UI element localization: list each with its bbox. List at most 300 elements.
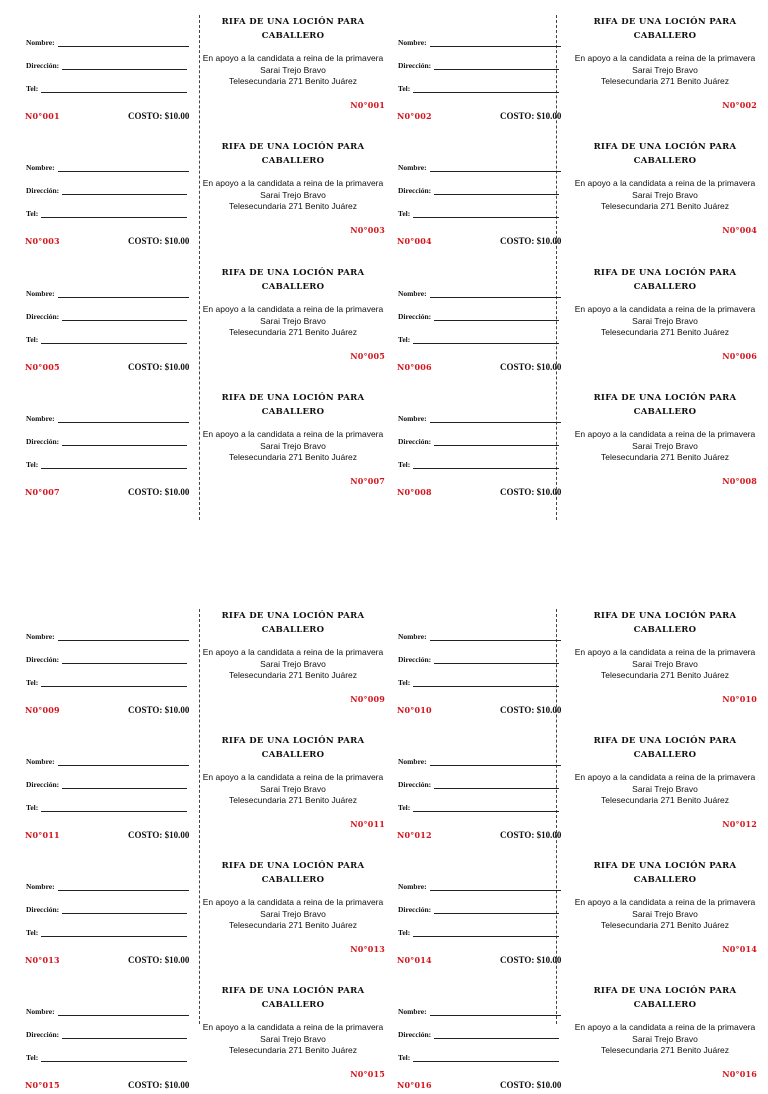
ticket-stub [372, 376, 567, 501]
school-name: Telesecundaria 271 Benito Juárez [228, 1045, 358, 1055]
raffle-ticket [0, 376, 384, 501]
raffle-description [573, 304, 757, 339]
support-text: En apoyo a la candidata a reina de la primavera [574, 1022, 756, 1032]
ticket-number-copy: N0°005 [350, 351, 385, 361]
raffle-title: RIFA DE UNA LOCIÓN PARA CABALLERO [593, 986, 737, 1010]
ticket-number: N0°012 [397, 830, 432, 840]
raffle-ticket [372, 969, 756, 1094]
candidate-name: Sarai Trejo Bravo [632, 908, 698, 919]
field-label: Nombre: [398, 1007, 427, 1016]
write-in-line[interactable] [413, 1061, 559, 1062]
ticket-cost: COSTO: $10.00 [128, 236, 190, 246]
raffle-description [573, 897, 757, 932]
ticket-cost: COSTO: $10.00 [128, 955, 190, 965]
phone-field[interactable] [398, 335, 410, 344]
address-field[interactable] [26, 1030, 59, 1039]
field-label: Dirección: [398, 437, 432, 446]
ticket-number: N0°007 [25, 487, 60, 497]
phone-field[interactable] [26, 1053, 38, 1062]
write-in-line[interactable] [58, 640, 189, 641]
write-in-line[interactable] [434, 194, 559, 195]
ticket-stub [0, 594, 195, 719]
ticket-number-copy: N0°002 [722, 100, 757, 110]
support-text: En apoyo a la candidata a reina de la primavera [202, 53, 384, 63]
ticket-body [573, 594, 757, 719]
raffle-ticket [0, 969, 384, 1094]
field-label: Dirección: [26, 1030, 60, 1039]
write-in-line[interactable] [62, 1038, 187, 1039]
ticket-number: N0°014 [397, 955, 432, 965]
phone-field[interactable] [26, 928, 38, 937]
name-field[interactable] [26, 289, 55, 298]
write-in-line[interactable] [434, 69, 559, 70]
phone-field[interactable] [398, 460, 410, 469]
ticket-number: N0°002 [397, 111, 432, 121]
ticket-number: N0°010 [397, 705, 432, 715]
candidate-name: Sarai Trejo Bravo [260, 783, 326, 794]
ticket-cost: COSTO: $10.00 [128, 487, 190, 497]
phone-field[interactable] [398, 678, 410, 687]
field-label: Tel: [398, 84, 411, 93]
ticket-cost: COSTO: $10.00 [500, 236, 562, 246]
candidate-name: Sarai Trejo Bravo [260, 1033, 326, 1044]
write-in-line[interactable] [413, 936, 559, 937]
write-in-line[interactable] [41, 1061, 187, 1062]
write-in-line[interactable] [62, 788, 187, 789]
address-field[interactable] [26, 61, 59, 70]
ticket-stub [0, 376, 195, 501]
ticket-body [201, 719, 385, 844]
school-name: Telesecundaria 271 Benito Juárez [228, 327, 358, 337]
ticket-number: N0°003 [25, 236, 60, 246]
field-label: Nombre: [398, 163, 427, 172]
phone-field[interactable] [26, 803, 38, 812]
ticket-stub [372, 719, 567, 844]
ticket-cost: COSTO: $10.00 [500, 111, 562, 121]
write-in-line[interactable] [62, 320, 187, 321]
write-in-line[interactable] [430, 640, 561, 641]
phone-field[interactable] [398, 1053, 410, 1062]
ticket-cost: COSTO: $10.00 [128, 830, 190, 840]
name-field[interactable] [398, 882, 427, 891]
raffle-title: RIFA DE UNA LOCIÓN PARA CABALLERO [221, 986, 365, 1010]
ticket-stub [372, 125, 567, 250]
raffle-ticket [372, 594, 756, 719]
phone-field[interactable] [398, 928, 410, 937]
support-text: En apoyo a la candidata a reina de la primavera [202, 1022, 384, 1032]
field-label: Tel: [26, 209, 39, 218]
name-field[interactable] [26, 1007, 55, 1016]
school-name: Telesecundaria 271 Benito Juárez [228, 670, 358, 680]
write-in-line[interactable] [41, 468, 187, 469]
write-in-line[interactable] [413, 217, 559, 218]
field-label: Nombre: [26, 38, 55, 47]
field-label: Tel: [26, 84, 39, 93]
ticket-number: N0°011 [25, 830, 60, 840]
raffle-ticket [372, 376, 756, 501]
ticket-number: N0°004 [397, 236, 432, 246]
write-in-line[interactable] [434, 913, 559, 914]
write-in-line[interactable] [58, 171, 189, 172]
raffle-ticket [372, 719, 756, 844]
field-label: Nombre: [398, 38, 427, 47]
candidate-name: Sarai Trejo Bravo [632, 64, 698, 75]
raffle-title: RIFA DE UNA LOCIÓN PARA CABALLERO [221, 393, 365, 417]
field-label: Dirección: [398, 780, 432, 789]
field-label: Nombre: [26, 414, 55, 423]
raffle-ticket [0, 719, 384, 844]
school-name: Telesecundaria 271 Benito Juárez [600, 920, 730, 930]
ticket-number-copy: N0°010 [722, 694, 757, 704]
ticket-number-copy: N0°011 [350, 819, 385, 829]
raffle-description [201, 897, 385, 932]
ticket-number-copy: N0°013 [350, 944, 385, 954]
write-in-line[interactable] [58, 422, 189, 423]
address-field[interactable] [398, 905, 431, 914]
field-label: Tel: [398, 1053, 411, 1062]
school-name: Telesecundaria 271 Benito Juárez [228, 76, 358, 86]
ticket-body [201, 969, 385, 1094]
candidate-name: Sarai Trejo Bravo [632, 1033, 698, 1044]
support-text: En apoyo a la candidata a reina de la primavera [202, 897, 384, 907]
raffle-title: RIFA DE UNA LOCIÓN PARA CABALLERO [221, 268, 365, 292]
field-label: Dirección: [398, 312, 432, 321]
phone-field[interactable] [26, 209, 38, 218]
ticket-stub [372, 251, 567, 376]
ticket-body [201, 376, 385, 501]
address-field[interactable] [398, 1030, 431, 1039]
raffle-ticket [0, 125, 384, 250]
name-field[interactable] [26, 163, 55, 172]
candidate-name: Sarai Trejo Bravo [632, 658, 698, 669]
ticket-stub [372, 969, 567, 1094]
candidate-name: Sarai Trejo Bravo [260, 315, 326, 326]
write-in-line[interactable] [434, 663, 559, 664]
ticket-stub [372, 594, 567, 719]
name-field[interactable] [26, 757, 55, 766]
write-in-line[interactable] [41, 686, 187, 687]
address-field[interactable] [398, 312, 431, 321]
school-name: Telesecundaria 271 Benito Juárez [600, 795, 730, 805]
ticket-number-copy: N0°016 [722, 1069, 757, 1079]
address-field[interactable] [26, 655, 59, 664]
raffle-title: RIFA DE UNA LOCIÓN PARA CABALLERO [221, 861, 365, 885]
field-label: Dirección: [398, 61, 432, 70]
write-in-line[interactable] [413, 468, 559, 469]
support-text: En apoyo a la candidata a reina de la primavera [574, 647, 756, 657]
ticket-number: N0°008 [397, 487, 432, 497]
name-field[interactable] [398, 632, 427, 641]
raffle-description [573, 53, 757, 88]
field-label: Dirección: [398, 905, 432, 914]
ticket-stub [372, 844, 567, 969]
school-name: Telesecundaria 271 Benito Juárez [600, 76, 730, 86]
support-text: En apoyo a la candidata a reina de la primavera [202, 772, 384, 782]
phone-field[interactable] [398, 209, 410, 218]
name-field[interactable] [26, 38, 55, 47]
ticket-cost: COSTO: $10.00 [128, 362, 190, 372]
ticket-body [201, 251, 385, 376]
field-label: Tel: [26, 678, 39, 687]
address-field[interactable] [398, 186, 431, 195]
phone-field[interactable] [398, 803, 410, 812]
raffle-ticket [372, 844, 756, 969]
name-field[interactable] [398, 414, 427, 423]
school-name: Telesecundaria 271 Benito Juárez [600, 327, 730, 337]
ticket-number: N0°015 [25, 1080, 60, 1090]
raffle-title: RIFA DE UNA LOCIÓN PARA CABALLERO [593, 393, 737, 417]
support-text: En apoyo a la candidata a reina de la primavera [574, 772, 756, 782]
address-field[interactable] [26, 905, 59, 914]
write-in-line[interactable] [62, 445, 187, 446]
ticket-number: N0°009 [25, 705, 60, 715]
ticket-number-copy: N0°006 [722, 351, 757, 361]
school-name: Telesecundaria 271 Benito Juárez [600, 201, 730, 211]
ticket-body [573, 0, 757, 125]
field-label: Dirección: [26, 186, 60, 195]
raffle-ticket [0, 844, 384, 969]
ticket-stub [0, 719, 195, 844]
raffle-description [201, 647, 385, 682]
write-in-line[interactable] [41, 936, 187, 937]
field-label: Nombre: [398, 757, 427, 766]
raffle-title: RIFA DE UNA LOCIÓN PARA CABALLERO [593, 268, 737, 292]
address-field[interactable] [26, 186, 59, 195]
support-text: En apoyo a la candidata a reina de la primavera [574, 897, 756, 907]
raffle-ticket [372, 251, 756, 376]
phone-field[interactable] [26, 335, 38, 344]
raffle-description [201, 304, 385, 339]
field-label: Tel: [398, 335, 411, 344]
ticket-body [573, 969, 757, 1094]
raffle-description [201, 178, 385, 213]
ticket-number-copy: N0°015 [350, 1069, 385, 1079]
candidate-name: Sarai Trejo Bravo [260, 658, 326, 669]
ticket-number-copy: N0°012 [722, 819, 757, 829]
phone-field[interactable] [398, 84, 410, 93]
address-field[interactable] [26, 312, 59, 321]
address-field[interactable] [398, 780, 431, 789]
name-field[interactable] [398, 163, 427, 172]
ticket-cost: COSTO: $10.00 [128, 1080, 190, 1090]
field-label: Tel: [26, 335, 39, 344]
name-field[interactable] [26, 882, 55, 891]
field-label: Nombre: [26, 882, 55, 891]
write-in-line[interactable] [434, 1038, 559, 1039]
ticket-stub [372, 0, 567, 125]
support-text: En apoyo a la candidata a reina de la primavera [202, 429, 384, 439]
write-in-line[interactable] [62, 663, 187, 664]
write-in-line[interactable] [434, 320, 559, 321]
field-label: Nombre: [26, 757, 55, 766]
ticket-cost: COSTO: $10.00 [500, 487, 562, 497]
field-label: Nombre: [26, 1007, 55, 1016]
raffle-ticket [0, 251, 384, 376]
school-name: Telesecundaria 271 Benito Juárez [228, 452, 358, 462]
write-in-line[interactable] [430, 890, 561, 891]
write-in-line[interactable] [58, 1015, 189, 1016]
ticket-number-copy: N0°009 [350, 694, 385, 704]
write-in-line[interactable] [413, 343, 559, 344]
field-label: Nombre: [26, 632, 55, 641]
write-in-line[interactable] [430, 765, 561, 766]
field-label: Dirección: [26, 437, 60, 446]
field-label: Dirección: [26, 312, 60, 321]
raffle-title: RIFA DE UNA LOCIÓN PARA CABALLERO [593, 142, 737, 166]
phone-field[interactable] [26, 460, 38, 469]
ticket-stub [0, 844, 195, 969]
address-field[interactable] [26, 437, 59, 446]
candidate-name: Sarai Trejo Bravo [260, 908, 326, 919]
raffle-title: RIFA DE UNA LOCIÓN PARA CABALLERO [221, 736, 365, 760]
support-text: En apoyo a la candidata a reina de la primavera [202, 304, 384, 314]
support-text: En apoyo a la candidata a reina de la primavera [202, 647, 384, 657]
write-in-line[interactable] [430, 422, 561, 423]
write-in-line[interactable] [430, 171, 561, 172]
ticket-cost: COSTO: $10.00 [500, 362, 562, 372]
raffle-description [573, 647, 757, 682]
ticket-stub [0, 969, 195, 1094]
write-in-line[interactable] [62, 913, 187, 914]
write-in-line[interactable] [430, 46, 561, 47]
field-label: Nombre: [398, 882, 427, 891]
write-in-line[interactable] [434, 445, 559, 446]
ticket-body [201, 844, 385, 969]
field-label: Tel: [398, 678, 411, 687]
ticket-cost: COSTO: $10.00 [128, 111, 190, 121]
support-text: En apoyo a la candidata a reina de la primavera [574, 178, 756, 188]
field-label: Nombre: [398, 289, 427, 298]
support-text: En apoyo a la candidata a reina de la primavera [574, 429, 756, 439]
candidate-name: Sarai Trejo Bravo [260, 440, 326, 451]
ticket-number-copy: N0°003 [350, 225, 385, 235]
ticket-number-copy: N0°007 [350, 476, 385, 486]
name-field[interactable] [398, 289, 427, 298]
address-field[interactable] [398, 437, 431, 446]
write-in-line[interactable] [41, 811, 187, 812]
support-text: En apoyo a la candidata a reina de la primavera [574, 304, 756, 314]
candidate-name: Sarai Trejo Bravo [632, 315, 698, 326]
field-label: Tel: [398, 460, 411, 469]
raffle-title: RIFA DE UNA LOCIÓN PARA CABALLERO [593, 861, 737, 885]
address-field[interactable] [398, 655, 431, 664]
field-label: Dirección: [398, 1030, 432, 1039]
raffle-title: RIFA DE UNA LOCIÓN PARA CABALLERO [221, 17, 365, 41]
ticket-body [573, 844, 757, 969]
write-in-line[interactable] [430, 297, 561, 298]
write-in-line[interactable] [413, 811, 559, 812]
address-field[interactable] [26, 780, 59, 789]
raffle-description [201, 772, 385, 807]
field-label: Nombre: [398, 414, 427, 423]
ticket-stub [0, 251, 195, 376]
ticket-stub [0, 125, 195, 250]
ticket-cost: COSTO: $10.00 [500, 1080, 562, 1090]
ticket-number: N0°006 [397, 362, 432, 372]
school-name: Telesecundaria 271 Benito Juárez [228, 795, 358, 805]
write-in-line[interactable] [430, 1015, 561, 1016]
school-name: Telesecundaria 271 Benito Juárez [228, 920, 358, 930]
ticket-cost: COSTO: $10.00 [500, 955, 562, 965]
write-in-line[interactable] [62, 69, 187, 70]
raffle-ticket [372, 0, 756, 125]
field-label: Dirección: [26, 905, 60, 914]
raffle-ticket [0, 0, 384, 125]
field-label: Nombre: [26, 163, 55, 172]
ticket-number-copy: N0°004 [722, 225, 757, 235]
raffle-title: RIFA DE UNA LOCIÓN PARA CABALLERO [593, 611, 737, 635]
field-label: Dirección: [398, 186, 432, 195]
field-label: Tel: [26, 803, 39, 812]
write-in-line[interactable] [41, 217, 187, 218]
field-label: Tel: [398, 928, 411, 937]
ticket-number: N0°001 [25, 111, 60, 121]
name-field[interactable] [26, 414, 55, 423]
ticket-body [201, 0, 385, 125]
write-in-line[interactable] [413, 92, 559, 93]
ticket-cost: COSTO: $10.00 [500, 705, 562, 715]
raffle-ticket [372, 125, 756, 250]
field-label: Dirección: [26, 780, 60, 789]
ticket-body [573, 125, 757, 250]
ticket-cost: COSTO: $10.00 [128, 705, 190, 715]
field-label: Tel: [26, 928, 39, 937]
candidate-name: Sarai Trejo Bravo [632, 189, 698, 200]
write-in-line[interactable] [41, 343, 187, 344]
address-field[interactable] [398, 61, 431, 70]
raffle-description [573, 429, 757, 464]
ticket-body [573, 251, 757, 376]
field-label: Dirección: [398, 655, 432, 664]
raffle-title: RIFA DE UNA LOCIÓN PARA CABALLERO [221, 611, 365, 635]
write-in-line[interactable] [58, 46, 189, 47]
write-in-line[interactable] [58, 297, 189, 298]
raffle-title: RIFA DE UNA LOCIÓN PARA CABALLERO [593, 736, 737, 760]
name-field[interactable] [398, 1007, 427, 1016]
raffle-description [201, 1022, 385, 1057]
name-field[interactable] [398, 757, 427, 766]
write-in-line[interactable] [41, 92, 187, 93]
ticket-body [573, 376, 757, 501]
write-in-line[interactable] [58, 765, 189, 766]
school-name: Telesecundaria 271 Benito Juárez [600, 452, 730, 462]
field-label: Nombre: [26, 289, 55, 298]
candidate-name: Sarai Trejo Bravo [260, 64, 326, 75]
ticket-body [201, 594, 385, 719]
write-in-line[interactable] [434, 788, 559, 789]
ticket-number-copy: N0°001 [350, 100, 385, 110]
raffle-description [573, 178, 757, 213]
phone-field[interactable] [26, 84, 38, 93]
raffle-title: RIFA DE UNA LOCIÓN PARA CABALLERO [593, 17, 737, 41]
phone-field[interactable] [26, 678, 38, 687]
field-label: Dirección: [26, 61, 60, 70]
field-label: Tel: [26, 460, 39, 469]
field-label: Tel: [398, 209, 411, 218]
write-in-line[interactable] [58, 890, 189, 891]
write-in-line[interactable] [413, 686, 559, 687]
school-name: Telesecundaria 271 Benito Juárez [600, 1045, 730, 1055]
name-field[interactable] [26, 632, 55, 641]
field-label: Tel: [398, 803, 411, 812]
write-in-line[interactable] [62, 194, 187, 195]
ticket-number: N0°005 [25, 362, 60, 372]
raffle-description [201, 53, 385, 88]
field-label: Dirección: [26, 655, 60, 664]
name-field[interactable] [398, 38, 427, 47]
ticket-body [573, 719, 757, 844]
school-name: Telesecundaria 271 Benito Juárez [228, 201, 358, 211]
